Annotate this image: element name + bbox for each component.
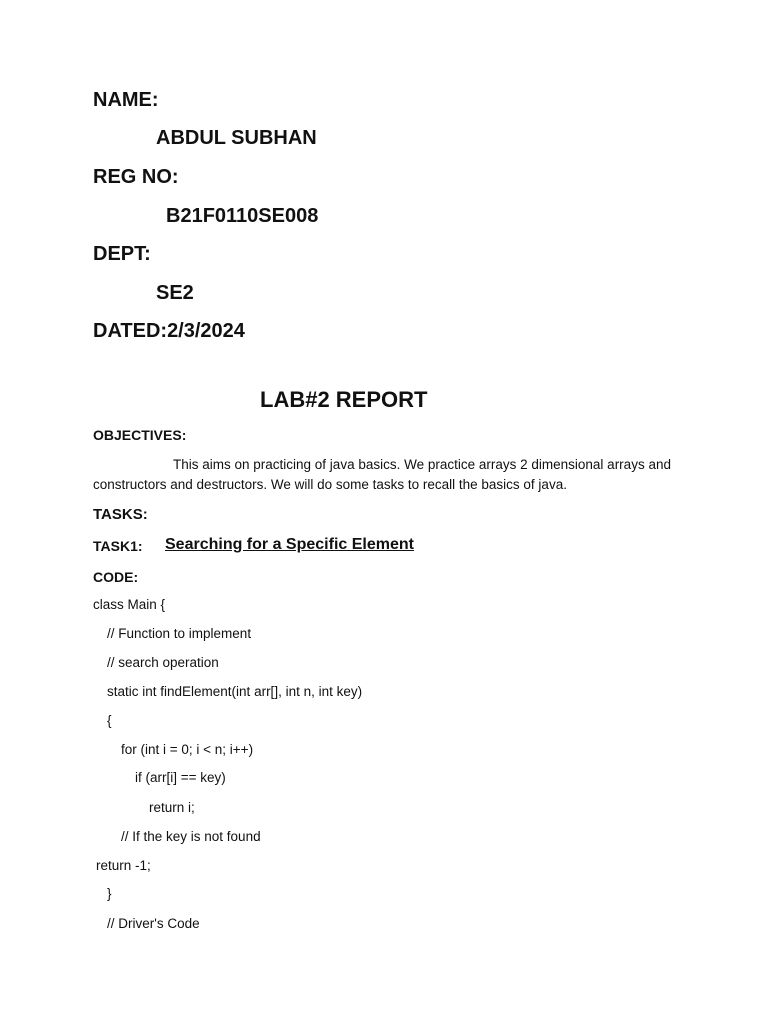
dept-value: SE2 [156, 282, 194, 304]
code-line: return i; [149, 800, 195, 815]
code-line: // Driver's Code [107, 916, 200, 931]
code-line: { [107, 713, 112, 728]
dated-line: DATED:2/3/2024 [93, 320, 245, 342]
task1-label: TASK1: [93, 538, 143, 554]
task1-title: Searching for a Specific Element [165, 536, 414, 553]
reg-no-label: REG NO: [93, 166, 179, 188]
report-title: LAB#2 REPORT [260, 387, 428, 412]
objectives-label: OBJECTIVES: [93, 427, 187, 443]
objectives-text: This aims on practicing of java basics. We practice arrays 2 dimensional arrays and constructors and destructors. We will do some tasks to recall the basics of java. [93, 457, 671, 492]
code-line: // Function to implement [107, 626, 252, 641]
code-line: static int findElement(int arr[], int n, int key) [107, 684, 363, 699]
code-line: for (int i = 0; i < n; i++) [121, 742, 254, 757]
code-line: class Main { [93, 597, 166, 612]
objectives-paragraph [93, 455, 683, 495]
name-value: ABDUL SUBHAN [156, 127, 317, 149]
code-line: // search operation [107, 655, 219, 670]
code-line: return -1; [96, 858, 151, 873]
code-line: if (arr[i] == key) [135, 770, 226, 785]
code-label: CODE: [93, 569, 139, 585]
dept-label: DEPT: [93, 243, 151, 265]
name-label: NAME: [93, 89, 159, 111]
code-line: } [107, 886, 112, 901]
code-line: // If the key is not found [121, 829, 261, 844]
tasks-label: TASKS: [93, 506, 148, 523]
reg-no-value: B21F0110SE008 [166, 205, 319, 227]
